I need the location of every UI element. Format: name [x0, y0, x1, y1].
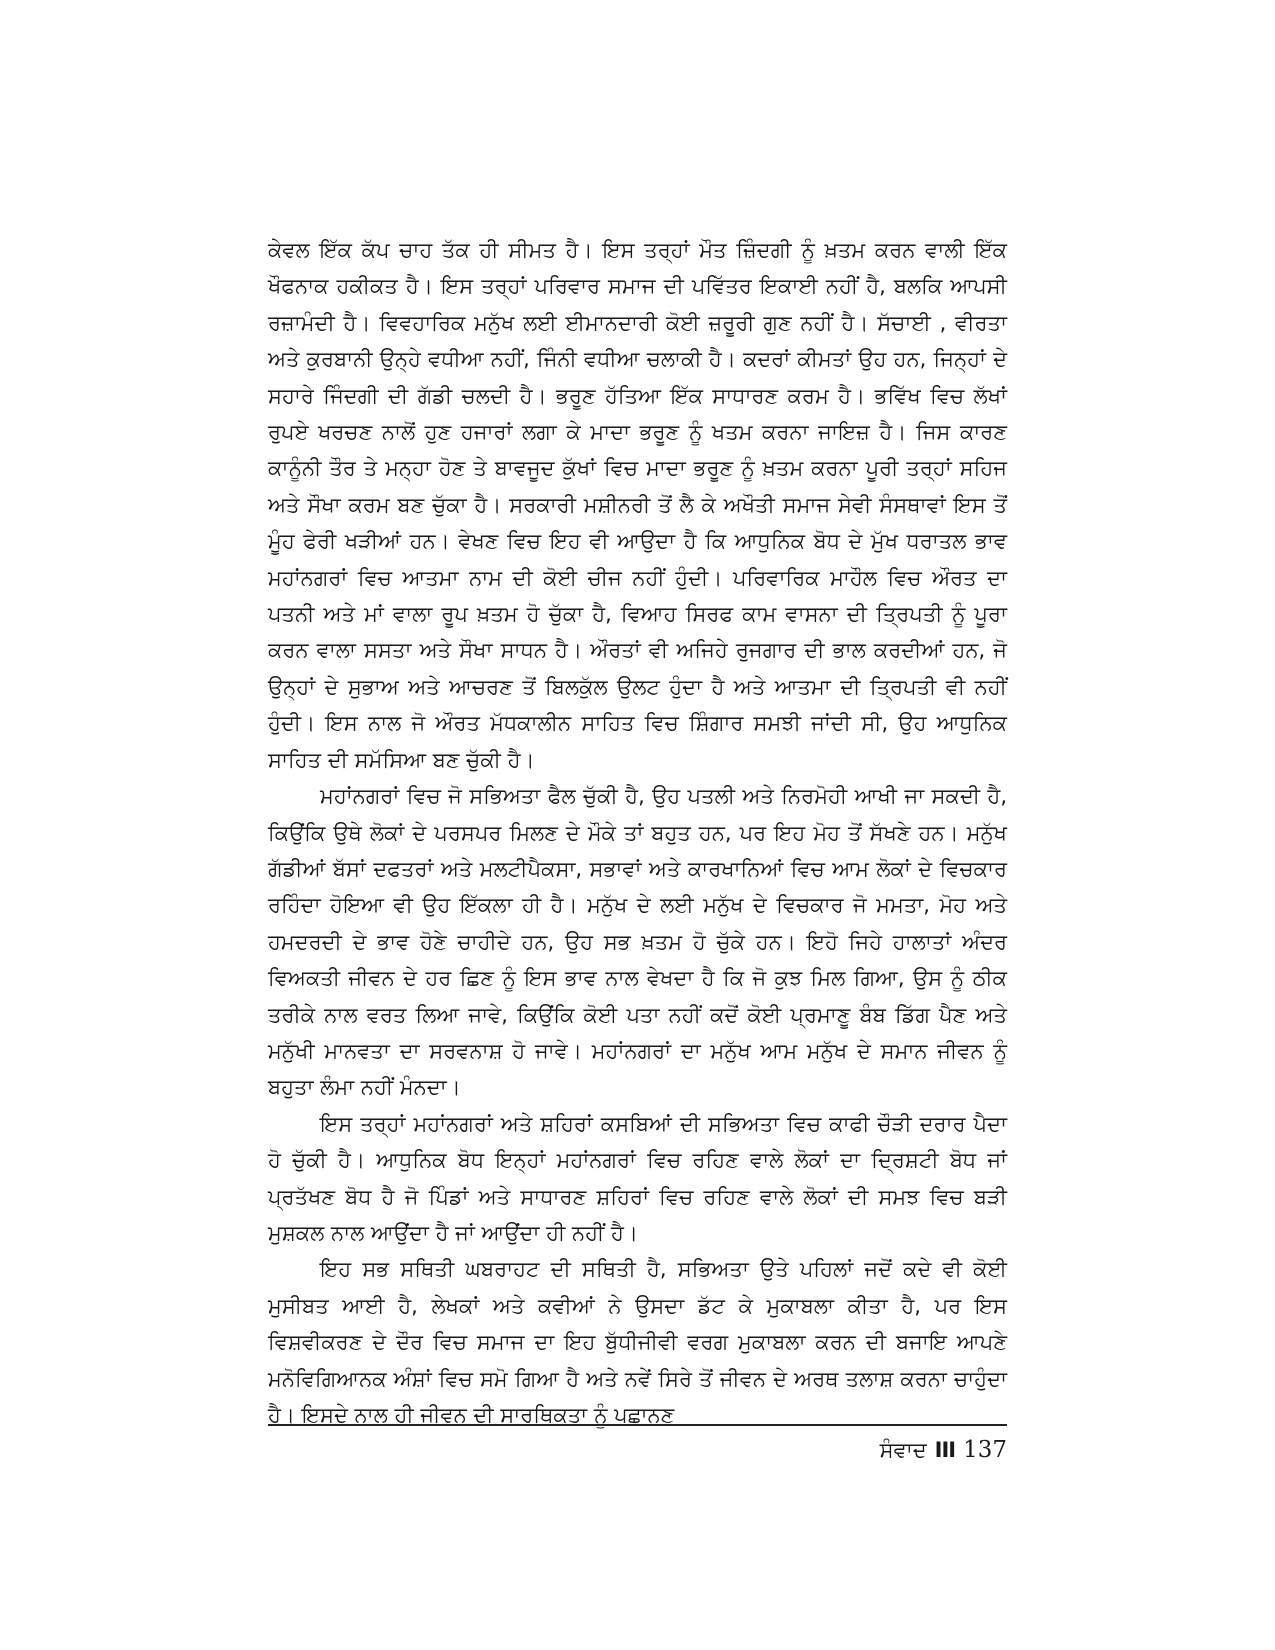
- footer-separator: III: [934, 1438, 956, 1462]
- paragraph-2: ਮਹਾਂਨਗਰਾਂ ਵਿਚ ਜੋ ਸਭਿਅਤਾ ਫੈਲ ਚੁੱਕੀ ਹੈ, ਉਹ ਪਤਲੀ ਅਤੇ ਨਿਰਮੋਹੀ ਆਖੀ ਜਾ ਸਕਦੀ ਹੈ, ਕਿਉਂਕਿ ਉਥੇ ਲੋਕਾਂ ਦੇ ਪਰਸਪਰ ਮਿਲਣ ਦੇ ਮੌਕੇ ਤਾਂ ਬਹੁਤ ਹਨ, ਪਰ ਇਹ ਮੋਹ ਤੋਂ ਸੱਖਣੇ ਹਨ। ਮਨੁੱਖ ਗੱਡੀਆਂ ਬੱਸਾਂ ਦਫਤਰਾਂ ਅਤੇ ਮਲਟੀਪੈਕਸਾ, ਸਭਾਵਾਂ ਅਤੇ ਕਾਰਖਾਨਿਆਂ ਵਿਚ ਆਮ ਲੋਕਾਂ ਦੇ ਵਿਚਕਾਰ ਰਹਿੰਦਾ ਹੋਇਆ ਵੀ ਉਹ ਇੱਕਲਾ ਹੀ ਹੈ। ਮਨੁੱਖ ਦੇ ਲਈ ਮਨੁੱਖ ਦੇ ਵਿਚਕਾਰ ਜੋ ਮਮਤਾ, ਮੋਹ ਅਤੇ ਹਮਦਰਦੀ ਦੇ ਭਾਵ ਹੋਣੇ ਚਾਹੀਦੇ ਹਨ, ਉਹ ਸਭ ਖ਼ਤਮ ਹੋ ਚੁੱਕੇ ਹਨ। ਇਹੋ ਜਿਹੇ ਹਾਲਾਤਾਂ ਅੰਦਰ ਵਿਅਕਤੀ ਜੀਵਨ ਦੇ ਹਰ ਛਿਣ ਨੂੰ ਇਸ ਭਾਵ ਨਾਲ ਵੇਖਦਾ ਹੈ ਕਿ ਜੋ ਕੁਝ ਮਿਲ ਗਿਆ, ਉਸ ਨੂੰ ਠੀਕ ਤਰੀਕੇ ਨਾਲ ਵਰਤ ਲਿਆ ਜਾਵੇ, ਕਿਉਂਕਿ ਕੋਈ ਪਤਾ ਨਹੀਂ ਕਦੋਂ ਕੋਈ ਪ੍ਰਮਾਣੂ ਬੰਬ ਡਿੱਗ ਪੈਣ ਅਤੇ ਮਨੁੱਖੀ ਮਾਨਵਤਾ ਦਾ ਸਰਵਨਾਸ਼ ਹੋ ਜਾਵੇ। ਮਹਾਂਨਗਰਾਂ ਦਾ ਮਨੁੱਖ ਆਮ ਮਨੁੱਖ ਦੇ ਸਮਾਨ ਜੀਵਨ ਨੂੰ ਬਹੁਤਾ ਲੰਮਾ ਨਹੀਂ ਮੰਨਦਾ।: [268, 784, 1007, 1100]
- journal-name: ਸੰਵਾਦ: [879, 1438, 927, 1462]
- paragraph-1: ਕੇਵਲ ਇੱਕ ਕੱਪ ਚਾਹ ਤੱਕ ਹੀ ਸੀਮਤ ਹੈ। ਇਸ ਤਰ੍ਹਾਂ ਮੌਤ ਜ਼ਿੰਦਗੀ ਨੂੰ ਖ਼ਤਮ ਕਰਨ ਵਾਲੀ ਇੱਕ ਖੌਫਨਾਕ ਹਕੀਕਤ ਹੈ। ਇਸ ਤਰ੍ਹਾਂ ਪਰਿਵਾਰ ਸਮਾਜ ਦੀ ਪਵਿੱਤਰ ਇਕਾਈ ਨਹੀਂ ਹੈ, ਬਲਕਿ ਆਪਸੀ ਰਜ਼ਾਮੰਦੀ ਹੈ। ਵਿਵਹਾਰਿਕ ਮਨੁੱਖ ਲਈ ਈਮਾਨਦਾਰੀ ਕੋਈ ਜ਼ਰੂਰੀ ਗੁਣ ਨਹੀਂ ਹੈ। ਸੱਚਾਈ , ਵੀਰਤਾ ਅਤੇ ਕੁਰਬਾਨੀ ਉਨ੍ਹੇ ਵਧੀਆ ਨਹੀਂ, ਜਿੰਨੀ ਵਧੀਆ ਚਲਾਕੀ ਹੈ। ਕਦਰਾਂ ਕੀਮਤਾਂ ਉਹ ਹਨ, ਜਿਨ੍ਹਾਂ ਦੇ ਸਹਾਰੇ ਜਿੰਦਗੀ ਦੀ ਗੱਡੀ ਚਲਦੀ ਹੈ। ਭਰੂਣ ਹੱਤਿਆ ਇੱਕ ਸਾਧਾਰਣ ਕਰਮ ਹੈ। ਭਵਿੱਖ ਵਿਚ ਲੱਖਾਂ ਰੁਪਏ ਖਰਚਣ ਨਾਲੋਂ ਹੁਣ ਹਜਾਰਾਂ ਲਗਾ ਕੇ ਮਾਦਾ ਭਰੂਣ ਨੂੰ ਖਤਮ ਕਰਨਾ ਜਾਇਜ਼ ਹੈ। ਜਿਸ ਕਾਰਣ ਕਾਨੂੰਨੀ ਤੌਰ ਤੇ ਮਨ੍ਹਾ ਹੋਣ ਤੇ ਬਾਵਜੂਦ ਕੁੱਖਾਂ ਵਿਚ ਮਾਦਾ ਭਰੂਣ ਨੂੰ ਖ਼ਤਮ ਕਰਨਾ ਪੂਰੀ ਤਰ੍ਹਾਂ ਸਹਿਜ ਅਤੇ ਸੌਖਾ ਕਰਮ ਬਣ ਚੁੱਕਾ ਹੈ। ਸਰਕਾਰੀ ਮਸ਼ੀਨਰੀ ਤੋਂ ਲੈ ਕੇ ਅਖੌਤੀ ਸਮਾਜ ਸੇਵੀ ਸੰਸਥਾਵਾਂ ਇਸ ਤੋਂ ਮੂੰਹ ਫੇਰੀ ਖੜੀਆਂ ਹਨ। ਵੇਖਣ ਵਿਚ ਇਹ ਵੀ ਆਉਦਾ ਹੈ ਕਿ ਆਧੁਨਿਕ ਬੋਧ ਦੇ ਮੁੱਖ ਧਰਾਤਲ ਭਾਵ ਮਹਾਂਨਗਰਾਂ ਵਿਚ ਆਤਮਾ ਨਾਮ ਦੀ ਕੋਈ ਚੀਜ ਨਹੀਂ ਹੁੰਦੀ। ਪਰਿਵਾਰਿਕ ਮਾਹੌਲ ਵਿਚ ਔਰਤ ਦਾ ਪਤਨੀ ਅਤੇ ਮਾਂ ਵਾਲਾ ਰੂਪ ਖ਼ਤਮ ਹੋ ਚੁੱਕਾ ਹੈ, ਵਿਆਹ ਸਿਰਫ ਕਾਮ ਵਾਸਨਾ ਦੀ ਤ੍ਰਿਪਤੀ ਨੂੰ ਪੂਰਾ ਕਰਨ ਵਾਲਾ ਸਸਤਾ ਅਤੇ ਸੌਖਾ ਸਾਧਨ ਹੈ। ਔਰਤਾਂ ਵੀ ਅਜਿਹੇ ਰੁਜਗਾਰ ਦੀ ਭਾਲ ਕਰਦੀਆਂ ਹਨ, ਜੋ ਉਨ੍ਹਾਂ ਦੇ ਸੁਭਾਅ ਅਤੇ ਆਚਰਣ ਤੋਂ ਬਿਲਕੁੱਲ ਉਲਟ ਹੁੰਦਾ ਹੈ ਅਤੇ ਆਤਮਾ ਦੀ ਤ੍ਰਿਪਤੀ ਵੀ ਨਹੀਂ ਹੁੰਦੀ। ਇਸ ਨਾਲ ਜੋ ਔਰਤ ਮੱਧਕਾਲੀਨ ਸਾਹਿਤ ਵਿਚ ਸ਼ਿੰਗਾਰ ਸਮਝੀ ਜਾਂਦੀ ਸੀ, ਉਹ ਆਧੁਨਿਕ ਸਾਹਿਤ ਦੀ ਸਮੱਸਿਆ ਬਣ ਚੁੱਕੀ ਹੈ।: [268, 238, 1007, 772]
- paragraph-3: ਇਸ ਤਰ੍ਹਾਂ ਮਹਾਂਨਗਰਾਂ ਅਤੇ ਸ਼ਹਿਰਾਂ ਕਸਬਿਆਂ ਦੀ ਸਭਿਅਤਾ ਵਿਚ ਕਾਫੀ ਚੌੜੀ ਦਰਾਰ ਪੈਦਾ ਹੋ ਚੁੱਕੀ ਹੈ। ਆਧੁਨਿਕ ਬੋਧ ਇਨ੍ਹਾਂ ਮਹਾਂਨਗਰਾਂ ਵਿਚ ਰਹਿਣ ਵਾਲੇ ਲੋਕਾਂ ਦਾ ਦ੍ਰਿਸ਼ਟੀ ਬੋਧ ਜਾਂ ਪ੍ਰਤੱਖਣ ਬੋਧ ਹੈ ਜੋ ਪਿੰਡਾਂ ਅਤੇ ਸਾਧਾਰਣ ਸ਼ਹਿਰਾਂ ਵਿਚ ਰਹਿਣ ਵਾਲੇ ਲੋਕਾਂ ਦੀ ਸਮਝ ਵਿਚ ਬੜੀ ਮੁਸ਼ਕਲ ਨਾਲ ਆਉਂਦਾ ਹੈ ਜਾਂ ਆਉਂਦਾ ਹੀ ਨਹੀਂ ਹੈ।: [268, 1111, 1007, 1245]
- paragraph-4: ਇਹ ਸਭ ਸਥਿਤੀ ਘਬਰਾਹਟ ਦੀ ਸਥਿਤੀ ਹੈ, ਸਭਿਅਤਾ ਉਤੇ ਪਹਿਲਾਂ ਜਦੋਂ ਕਦੇ ਵੀ ਕੋਈ ਮੁਸੀਬਤ ਆਈ ਹੈ, ਲੇਖਕਾਂ ਅਤੇ ਕਵੀਆਂ ਨੇ ਉਸਦਾ ਡੱਟ ਕੇ ਮੁਕਾਬਲਾ ਕੀਤਾ ਹੈ, ਪਰ ਇਸ ਵਿਸ਼ਵੀਕਰਣ ਦੇ ਦੌਰ ਵਿਚ ਸਮਾਜ ਦਾ ਇਹ ਬੁੱਧੀਜੀਵੀ ਵਰਗ ਮੁਕਾਬਲਾ ਕਰਨ ਦੀ ਬਜਾਇ ਆਪਣੇ ਮਨੋਵਿਗਿਆਨਕ ਅੰਸ਼ਾਂ ਵਿਚ ਸਮੋ ਗਿਆ ਹੈ ਅਤੇ ਨਵੇਂ ਸਿਰੇ ਤੋਂ ਜੀਵਨ ਦੇ ਅਰਥ ਤਲਾਸ਼ ਕਰਨਾ ਚਾਹੁੰਦਾ ਹੈ। ਇਸਦੇ ਨਾਲ ਹੀ ਜੀਵਨ ਦੀ ਸਾਰਥਿਕਤਾ ਨੂੰ ਪਛਾਨਣ: [268, 1257, 1007, 1427]
- page-number: 137: [963, 1437, 1007, 1463]
- page-body: [268, 232, 1007, 1433]
- page-footer: [880, 1435, 1007, 1465]
- footer-rule: [268, 1424, 1007, 1426]
